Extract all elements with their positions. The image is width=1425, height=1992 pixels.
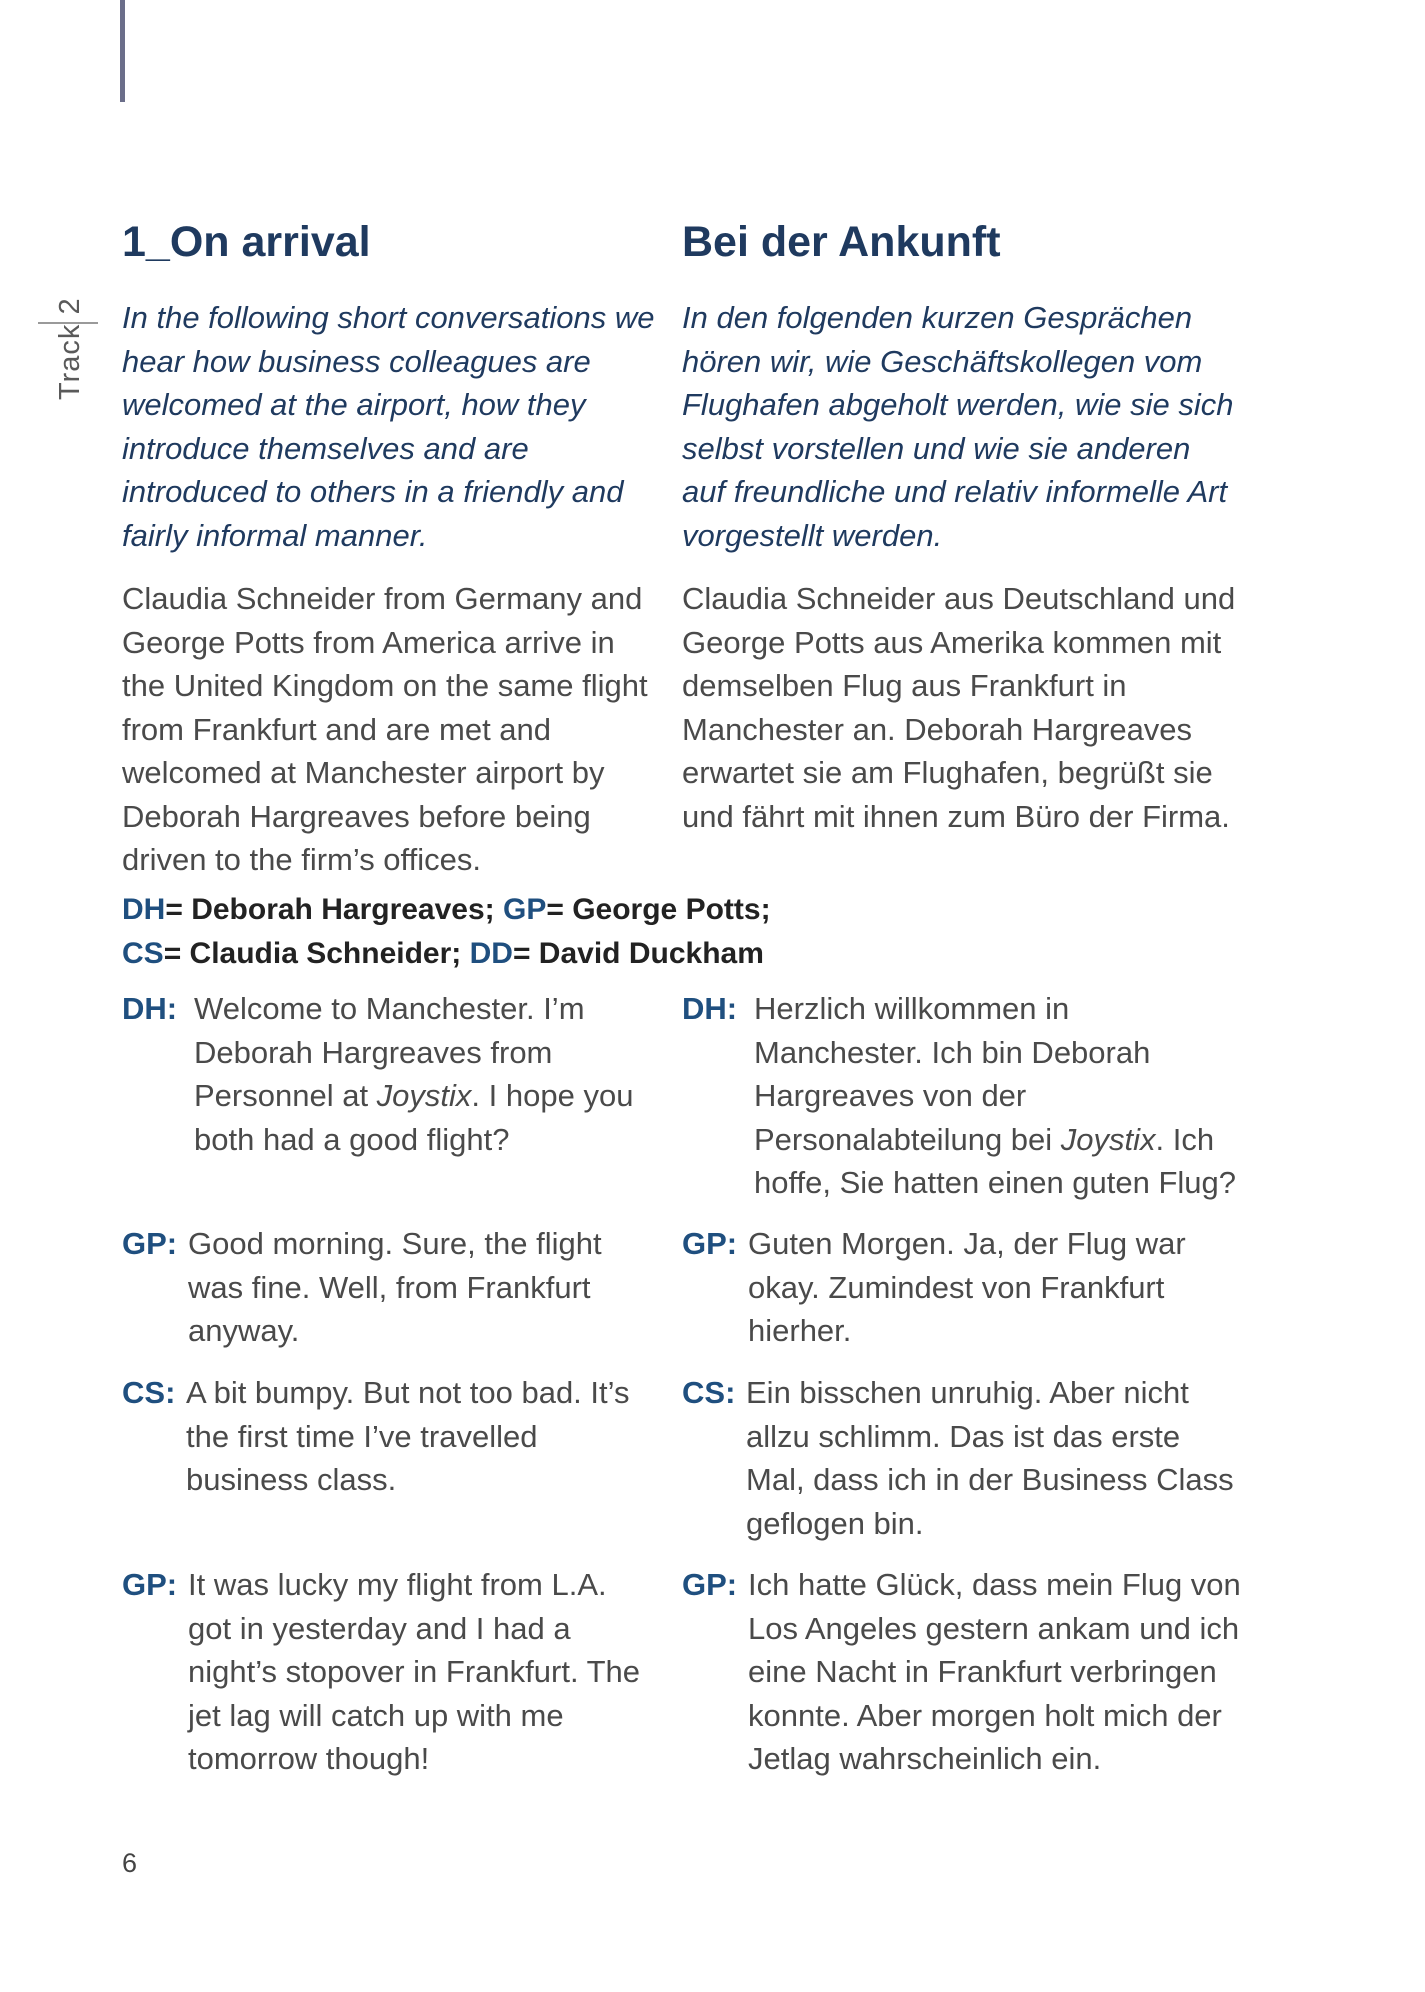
dialogue-turn-de bbox=[682, 1371, 1242, 1545]
dialogue-turn-de bbox=[682, 1563, 1242, 1781]
dialogue-turn-de bbox=[682, 987, 1242, 1205]
german-column bbox=[682, 214, 1242, 838]
utterance-de: Ich hatte Glück, dass mein Flug von Los Angeles gestern ankam und ich eine Nacht in Frankfurt verbringen konnte. Aber morgen holt mich der Jetlag wahrscheinlich ein. bbox=[748, 1567, 1241, 1776]
english-intro: In the following short conversations we hear how business colleagues are welcomed at the airport, how they introduce themselves and are introduced to others in a friendly and fairly informal manner. bbox=[122, 300, 655, 553]
cast-dd-abbr: DD bbox=[469, 936, 513, 970]
speaker-label: GP: bbox=[122, 1567, 178, 1602]
german-body: Claudia Schneider aus Deutschland und George Potts aus Amerika kommen mit demselben Flug aus Frankfurt in Manchester an. Deborah Hargreaves erwartet sie am Flughafen, begrüßt sie und fährt mit ihnen zum Büro der Firma. bbox=[682, 581, 1236, 834]
cast-dh-abbr: DH bbox=[122, 893, 166, 926]
cast-cs-abbr: CS bbox=[122, 936, 164, 970]
speaker-label: GP: bbox=[682, 1226, 738, 1261]
page-number: 6 bbox=[122, 1848, 138, 1878]
dialogue-turn-en bbox=[122, 987, 642, 1161]
utterance-de: Guten Morgen. Ja, der Flug war okay. Zumindest von Frankfurt hierher. bbox=[748, 1226, 1186, 1348]
company-name: Joystix bbox=[1060, 1121, 1156, 1157]
top-decorative-rule bbox=[120, 0, 125, 102]
utterance-en: A bit bumpy. But not too bad. It’s the first time I’ve travelled business class. bbox=[186, 1375, 630, 1497]
german-title: Bei der Ankunft bbox=[682, 218, 1001, 266]
cast-cs-name: = Claudia Schneider; bbox=[163, 936, 470, 970]
english-title: 1_On arrival bbox=[122, 218, 371, 266]
german-intro: In den folgenden kurzen Gesprächen hören wir, wie Geschäftskollegen vom Flughafen abgeholt werden, wie sie sich selbst vorstellen und wie sie anderen auf freundliche und relativ informelle Art vorgestellt werden. bbox=[682, 300, 1234, 553]
cast-gp-name: = George Potts; bbox=[546, 893, 771, 926]
cast-dh-name: = Deborah Hargreaves; bbox=[165, 893, 503, 926]
speaker-label: GP: bbox=[682, 1567, 738, 1602]
company-name: Joystix bbox=[376, 1078, 472, 1113]
speaker-label: CS: bbox=[682, 1375, 736, 1410]
speaker-label: DH: bbox=[122, 991, 178, 1026]
speaker-label: CS: bbox=[122, 1375, 176, 1410]
speaker-label: GP: bbox=[122, 1226, 178, 1261]
utterance-de: Herzlich willkommen in Manchester. Ich bin Deborah Hargreaves von der Personalabteilung bei Joystix. Ich hoffe, Sie hatten einen guten Flug? bbox=[754, 991, 1237, 1200]
english-column bbox=[122, 214, 662, 882]
utterance-en: Good morning. Sure, the flight was fine. Well, from Frankfurt anyway. bbox=[188, 1226, 602, 1348]
dialogue-turn-en bbox=[122, 1371, 642, 1502]
dialogue-turn-en bbox=[122, 1222, 642, 1353]
utterance-en: Welcome to Manchester. I’m Deborah Hargreaves from Personnel at Joystix. I hope you both had a good flight? bbox=[194, 991, 634, 1157]
cast-list bbox=[122, 888, 1222, 975]
utterance-de: Ein bisschen unruhig. Aber nicht allzu schlimm. Das ist das erste Mal, dass ich in der Business Class geflogen bin. bbox=[746, 1375, 1234, 1541]
cast-gp-abbr: GP bbox=[503, 893, 547, 926]
cast-dd-name: = David Duckham bbox=[512, 936, 764, 970]
track-label: Track 2 bbox=[54, 297, 86, 400]
dialogue-turn-en bbox=[122, 1563, 642, 1781]
speaker-label: DH: bbox=[682, 991, 738, 1026]
english-body: Claudia Schneider from Germany and George Potts from America arrive in the United Kingdom on the same flight from Frankfurt and are met and welcomed at Manchester airport by Deborah Hargreaves before being driven to the firm’s offices. bbox=[122, 581, 648, 877]
dialogue-turn-de bbox=[682, 1222, 1242, 1353]
utterance-en: It was lucky my flight from L.A. got in yesterday and I had a night’s stopover in Frankfurt. The jet lag will catch up with me tomorrow though! bbox=[188, 1567, 641, 1776]
